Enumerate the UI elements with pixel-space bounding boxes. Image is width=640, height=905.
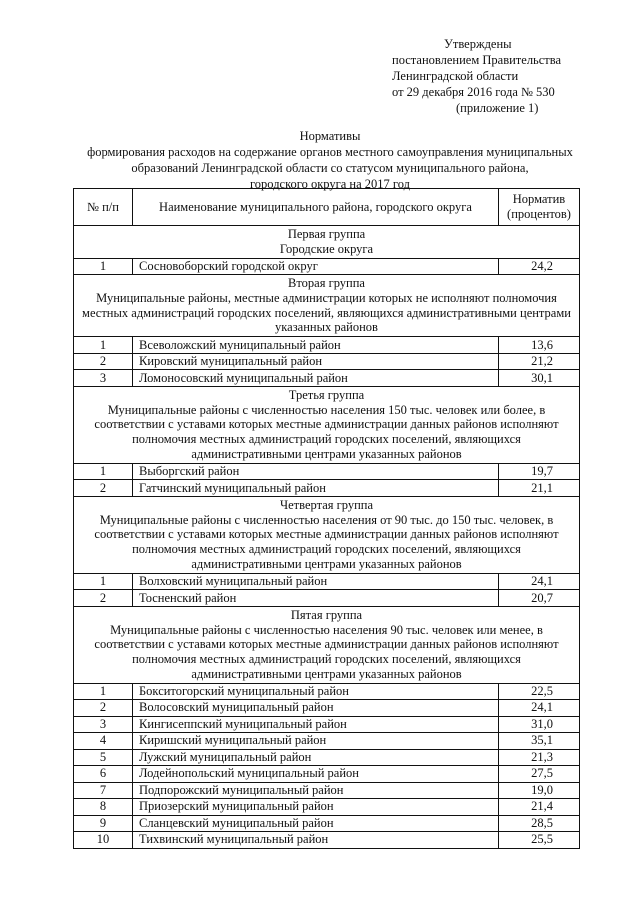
heading-line: формирования расходов на содержание органов местного самоуправления муниципальных (87, 145, 573, 159)
approval-line: постановлением Правительства (392, 53, 562, 67)
group-description: Муниципальные районы с численностью населения 150 тыс. человек или более, в соответствии с уставами которых местные администрации данных районов исполняют полномочия местных администраций городских поселений, являющихся административными центрами указанных районов (94, 402, 559, 461)
row-value: 21,1 (499, 480, 580, 497)
group-header-cell (74, 496, 580, 573)
group-header-row (74, 496, 580, 573)
row-name: Лужский муниципальный район (133, 749, 499, 766)
group-description: Городские округа (279, 241, 374, 256)
row-name: Тихвинский муниципальный район (133, 832, 499, 849)
row-name: Бокситогорский муниципальный район (133, 683, 499, 700)
group-header-cell (74, 386, 580, 463)
row-number: 1 (74, 258, 133, 275)
row-number: 6 (74, 766, 133, 783)
row-name: Кировский муниципальный район (133, 353, 499, 370)
group-title: Четвертая группа (279, 497, 374, 512)
approval-line: от 29 декабря 2016 года № 530 (392, 85, 555, 99)
row-number: 3 (74, 716, 133, 733)
row-name: Всеволожский муниципальный район (133, 337, 499, 354)
norms-table (73, 188, 580, 849)
group-header-row (74, 226, 580, 259)
row-number: 1 (74, 573, 133, 590)
group-title: Пятая группа (290, 607, 363, 622)
group-title: Первая группа (287, 227, 366, 241)
approval-line: Ленинградской области (392, 69, 519, 83)
row-value: 25,5 (499, 832, 580, 849)
row-value: 13,6 (499, 337, 580, 354)
table-row (74, 463, 580, 480)
row-number: 2 (74, 353, 133, 370)
row-value: 31,0 (499, 716, 580, 733)
table-row (74, 749, 580, 766)
row-value: 19,7 (499, 463, 580, 480)
group-description: Муниципальные районы, местные администрации которых не исполняют полномочия местных администраций городских поселений, являющихся административными центрами указанных районов (82, 290, 571, 335)
row-name: Киришский муниципальный район (133, 733, 499, 750)
table-body (74, 226, 580, 849)
row-number: 1 (74, 683, 133, 700)
row-name: Гатчинский муниципальный район (133, 480, 499, 497)
row-name: Лодейнопольский муниципальный район (133, 766, 499, 783)
group-description: Муниципальные районы с численностью населения 90 тыс. человек или менее, в соответствии с уставами которых местные администрации данных районов исполняют полномочия местных администраций городских поселений, являющихся административными центрами указанных районов (94, 622, 559, 681)
group-header-cell (74, 226, 580, 259)
row-number: 2 (74, 590, 133, 607)
document-title: Нормативы (299, 129, 361, 143)
row-number: 1 (74, 463, 133, 480)
row-value: 24,1 (499, 573, 580, 590)
heading-line: образований Ленинградской области со статусом муниципального района, (131, 161, 529, 175)
row-name: Сосновоборский городской округ (133, 258, 499, 275)
table-row (74, 782, 580, 799)
row-number: 3 (74, 370, 133, 387)
table-row (74, 573, 580, 590)
row-value: 21,4 (499, 799, 580, 816)
group-title: Третья группа (288, 387, 365, 402)
header-norm: Норматив (процентов) (499, 189, 580, 226)
document-heading (70, 128, 590, 192)
row-value: 22,5 (499, 683, 580, 700)
row-value: 24,1 (499, 700, 580, 717)
row-value: 24,2 (499, 258, 580, 275)
header-number: № п/п (74, 189, 133, 226)
row-name: Волховский муниципальный район (133, 573, 499, 590)
heading-line: городского округа на 2017 год (249, 177, 410, 191)
group-header-row (74, 386, 580, 463)
group-header-cell (74, 275, 580, 337)
row-name: Приозерский муниципальный район (133, 799, 499, 816)
row-value: 27,5 (499, 766, 580, 783)
table-row (74, 370, 580, 387)
row-value: 35,1 (499, 733, 580, 750)
approval-block (392, 36, 622, 116)
row-name: Ломоносовский муниципальный район (133, 370, 499, 387)
table-row (74, 353, 580, 370)
row-number: 4 (74, 733, 133, 750)
group-header-row (74, 275, 580, 337)
table-header-row (74, 189, 580, 226)
table-row (74, 258, 580, 275)
row-name: Кингисеппский муниципальный район (133, 716, 499, 733)
table-row (74, 337, 580, 354)
header-name: Наименование муниципального района, городского округа (133, 189, 499, 226)
table-row (74, 590, 580, 607)
approval-line: (приложение 1) (456, 101, 539, 115)
table-row (74, 716, 580, 733)
table-row (74, 480, 580, 497)
row-number: 5 (74, 749, 133, 766)
row-number: 8 (74, 799, 133, 816)
row-value: 19,0 (499, 782, 580, 799)
row-value: 20,7 (499, 590, 580, 607)
row-number: 2 (74, 480, 133, 497)
row-number: 10 (74, 832, 133, 849)
row-value: 21,3 (499, 749, 580, 766)
row-number: 1 (74, 337, 133, 354)
table-row (74, 733, 580, 750)
group-description: Муниципальные районы с численностью населения от 90 тыс. до 150 тыс. человек, в соответствии с уставами которых местные администрации данных районов исполняют полномочия местных администраций городских поселений, являющихся административными центрами указанных районов (94, 512, 559, 571)
row-name: Выборгский район (133, 463, 499, 480)
row-number: 7 (74, 782, 133, 799)
row-name: Волосовский муниципальный район (133, 700, 499, 717)
row-name: Подпорожский муниципальный район (133, 782, 499, 799)
row-name: Сланцевский муниципальный район (133, 815, 499, 832)
row-value: 28,5 (499, 815, 580, 832)
table-row (74, 815, 580, 832)
table-row (74, 799, 580, 816)
row-number: 2 (74, 700, 133, 717)
table-row (74, 700, 580, 717)
table-row (74, 766, 580, 783)
approval-line: Утверждены (444, 37, 512, 51)
table-row (74, 832, 580, 849)
row-number: 9 (74, 815, 133, 832)
row-value: 30,1 (499, 370, 580, 387)
group-header-row (74, 606, 580, 683)
table-row (74, 683, 580, 700)
row-name: Тосненский район (133, 590, 499, 607)
row-value: 21,2 (499, 353, 580, 370)
group-title: Вторая группа (288, 276, 365, 291)
group-header-cell (74, 606, 580, 683)
